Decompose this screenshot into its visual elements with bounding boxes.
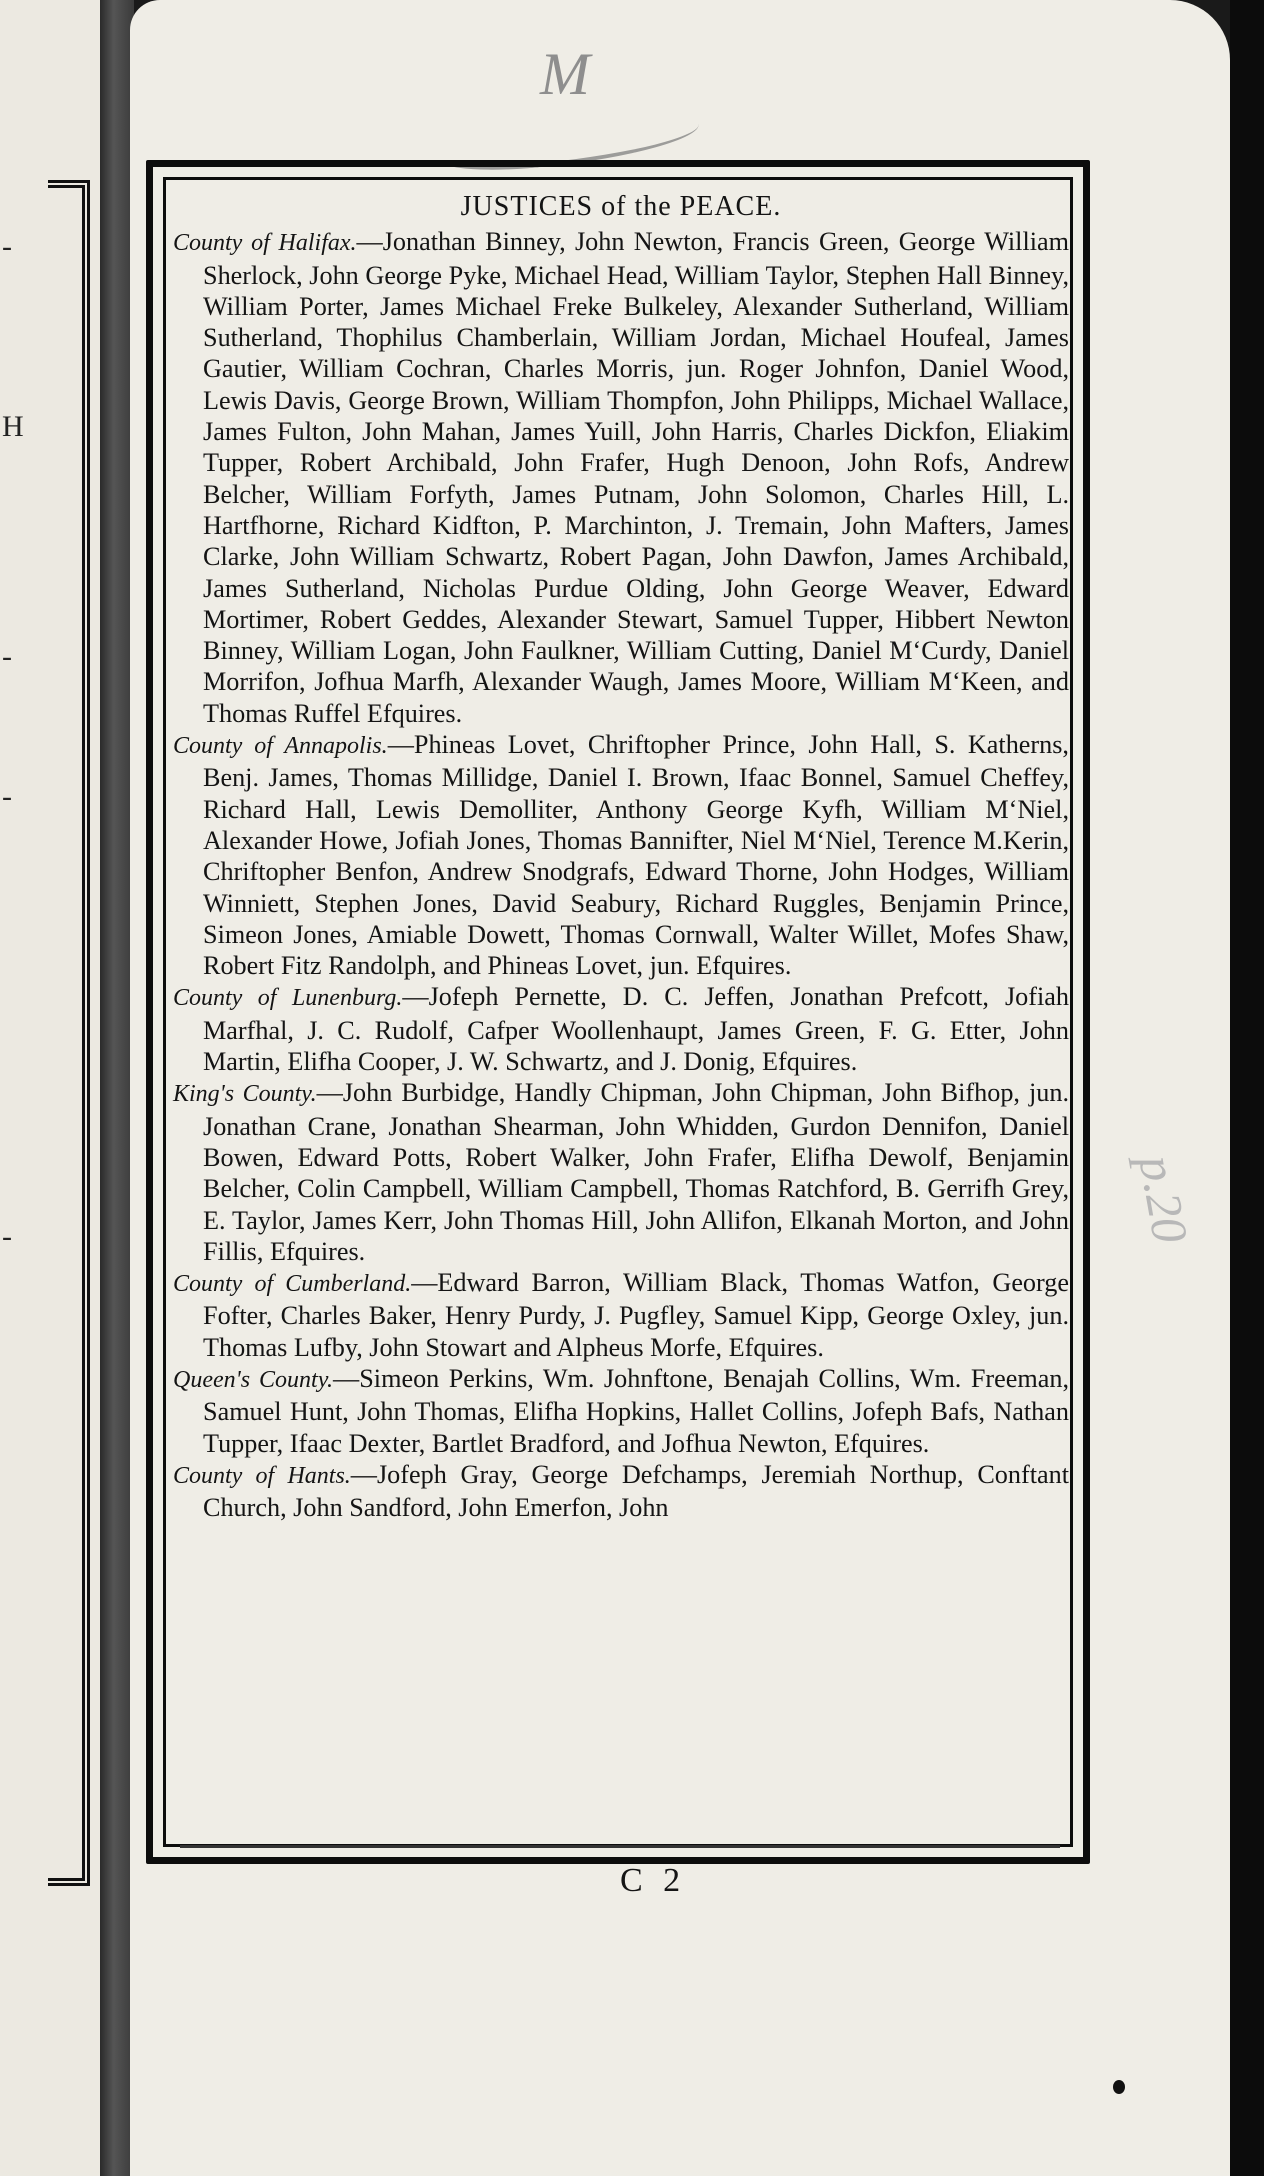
county-entry [173, 1363, 1069, 1459]
margin-note: p.20 [1128, 1151, 1199, 1247]
left-page-mark: H [2, 410, 24, 443]
county-name: County of Lunenburg. [173, 985, 403, 1012]
county-entry [173, 729, 1069, 981]
bottom-rule [180, 1845, 1060, 1848]
signature-mark: C 2 [620, 1862, 687, 1899]
justices-names: —Jofeph Gray, George Defchamps, Jeremiah Northup, Conftant Church, John Sandford, John Emerfon, John [203, 1459, 1069, 1523]
left-page-border [48, 180, 90, 1886]
county-name: County of Annapolis. [173, 733, 388, 760]
left-facing-page [0, 0, 100, 2176]
county-entry [173, 1459, 1069, 1524]
county-entry [173, 226, 1069, 729]
manuscript-page-number: M [540, 41, 590, 107]
left-page-mark: - [2, 640, 12, 673]
text-frame [146, 160, 1090, 1864]
county-name: Queen's County. [173, 1366, 334, 1393]
page-edge [1230, 0, 1264, 2176]
left-page-mark: - [2, 1220, 12, 1253]
left-page-mark: - [2, 780, 12, 813]
justices-names: —Jonathan Binney, John Newton, Francis Green, George William Sherlock, John George Pyke, Michael Head, William Taylor, Stephen Hall Binney, William Porter, James Michael Freke Bulkeley, Alexander Sutherland, William Sutherland, Thophilus Chamberlain, William Jordan, Michael Houfeal, James Gautier, William Cochran, Charles Morris, jun. Roger Johnfon, Daniel Wood, Lewis Davis, George Brown, William Thompfon, John Philipps, Michael Wallace, James Fulton, John Mahan, James Yuill, John Harris, Charles Dickfon, Eliakim Tupper, Robert Archibald, John Frafer, Hugh Denoon, John Rofs, Andrew Belcher, William Forfyth, James Putnam, John Solomon, Charles Hill, L. Hartfhorne, Richard Kidfton, P. Marchinton, J. Tremain, John Mafters, James Clarke, John William Schwartz, Robert Pagan, John Dawfon, James Archibald, James Sutherland, Nicholas Purdue Olding, John George Weaver, Edward Mortimer, Robert Geddes, Alexander Stewart, Samuel Tupper, Hibbert Newton Binney, William Logan, John Faulkner, William Cutting, Daniel M‘Curdy, Daniel Morrifon, Jofhua Marfh, Alexander Waugh, James Moore, William M‘Keen, and Thomas Ruffel Efquires. [203, 227, 1069, 728]
county-entry [173, 981, 1069, 1077]
justices-names: —Simeon Perkins, Wm. Johnftone, Benajah Collins, Wm. Freeman, Samuel Hunt, John Thomas, Elifha Hopkins, Hallet Collins, Jofeph Bafs, Nathan Tupper, Ifaac Dexter, Bartlet Bradford, and Jofhua Newton, Efquires. [203, 1363, 1069, 1458]
county-entries [173, 226, 1069, 1523]
ink-spot [1113, 2080, 1125, 2094]
book-gutter [100, 0, 134, 2176]
county-name: King's County. [173, 1081, 317, 1108]
justices-names: —Jofeph Pernette, D. C. Jeffen, Jonathan Prefcott, Jofiah Marfhal, J. C. Rudolf, Cafper Woollenhaupt, James Green, F. G. Etter, John Martin, Elifha Cooper, J. W. Schwartz, and J. Donig, Efquires. [203, 982, 1069, 1077]
page-title: JUSTICES of the PEACE. [460, 191, 782, 222]
left-page-mark: - [2, 230, 12, 263]
justices-names: —Edward Barron, William Black, Thomas Watfon, George Fofter, Charles Baker, Henry Purdy, J. Pugfley, Samuel Kipp, George Oxley, jun. Thomas Lufby, John Stowart and Alpheus Morfe, Efquires. [203, 1268, 1069, 1362]
county-entry [173, 1077, 1069, 1267]
justices-names: —Phineas Lovet, Chriftopher Prince, John Hall, S. Katherns, Benj. James, Thomas Millidge, Daniel I. Brown, Ifaac Bonnel, Samuel Cheffey, Richard Hall, Lewis Demolliter, Anthony George Kyfh, William M‘Niel, Alexander Howe, Jofiah Jones, Thomas Bannifter, Niel M‘Niel, Terence M.Kerin, Chriftopher Benfon, Andrew Snodgrafs, Edward Thorne, John Hodges, William Winniett, Stephen Jones, David Seabury, Richard Ruggles, Benjamin Prince, Simeon Jones, Amiable Dowett, Thomas Cornwall, Walter Willet, Mofes Shaw, Robert Fitz Randolph, and Phineas Lovet, jun. Efquires. [203, 730, 1069, 981]
county-name: County of Cumberland. [173, 1271, 412, 1298]
justices-names: —John Burbidge, Handly Chipman, John Chipman, John Bifhop, jun. Jonathan Crane, Jonathan Shearman, John Whidden, Gurdon Dennifon, Daniel Bowen, Edward Potts, Robert Walker, John Frafer, Elifha Dewolf, Benjamin Belcher, Colin Campbell, William Campbell, Thomas Ratchford, B. Gerrifh Grey, E. Taylor, James Kerr, John Thomas Hill, John Allifon, Elkanah Morton, and John Fillis, Efquires. [203, 1078, 1069, 1266]
county-name: County of Hants. [173, 1462, 351, 1489]
justices-list [173, 191, 1069, 1523]
county-name: County of Halifax. [173, 230, 357, 257]
county-entry [173, 1267, 1069, 1363]
